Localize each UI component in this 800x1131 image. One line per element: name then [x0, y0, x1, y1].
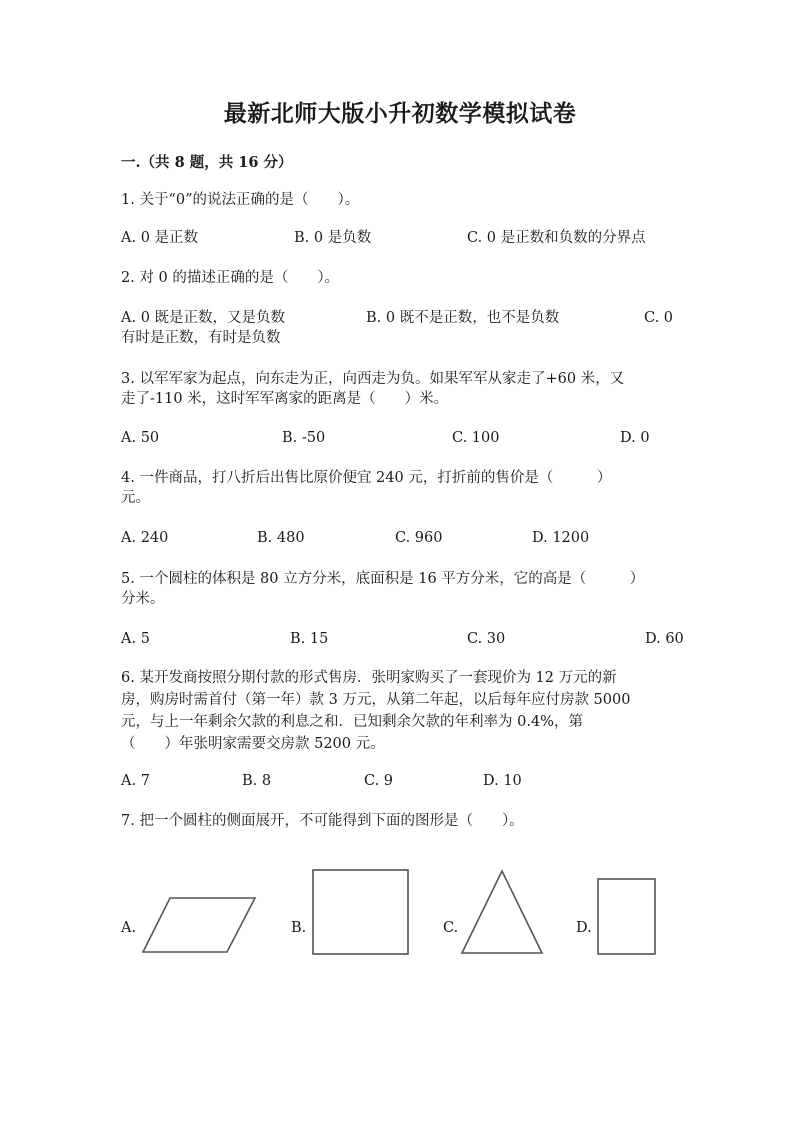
tall-rectangle-outline — [598, 879, 655, 954]
question-5-option-b[interactable]: B. 15 — [290, 631, 329, 647]
question-7-stem: 7. 把一个圆柱的侧面展开，不可能得到下面的图形是（ ）。 — [121, 813, 524, 829]
question-4-option-a[interactable]: A. 240 — [121, 530, 169, 546]
question-6-stem-line-3: 元，与上一年剩余欠款的利息之和．已知剩余欠款的年利率为 0.4%，第 — [121, 714, 583, 730]
question-2-stem: 2. 对 0 的描述正确的是（ ）。 — [121, 270, 340, 286]
question-2-option-c-continued: 有时是正数，有时是负数 — [121, 330, 281, 346]
triangle-outline — [462, 871, 542, 953]
question-7-option-c[interactable]: C. — [443, 920, 459, 936]
question-6-option-c[interactable]: C. 9 — [364, 773, 394, 789]
parallelogram-outline — [143, 898, 255, 952]
question-6-stem-line-2: 房，购房时需首付（第一年）款 3 万元，从第二年起，以后每年应付房款 5000 — [121, 692, 631, 708]
question-3-option-c[interactable]: C. 100 — [452, 430, 500, 446]
question-3-option-d[interactable]: D. 0 — [620, 430, 650, 446]
rectangle-icon[interactable] — [311, 868, 411, 958]
question-4-stem-line-2: 元。 — [121, 490, 150, 506]
question-1-stem: 1. 关于“0”的说法正确的是（ ）。 — [121, 192, 360, 208]
question-5-stem-line-2: 分米。 — [121, 591, 165, 607]
question-7-option-b[interactable]: B. — [291, 920, 307, 936]
parallelogram-icon[interactable] — [140, 896, 260, 956]
question-6-stem-line-4: （ ）年张明家需要交房款 5200 元。 — [121, 736, 385, 752]
question-1-option-c[interactable]: C. 0 是正数和负数的分界点 — [467, 230, 646, 246]
question-3-stem-line-1: 3. 以军军家为起点，向东走为正，向西走为负。如果军军从家走了+60 米，又 — [121, 371, 625, 387]
tall-rectangle-icon[interactable] — [596, 877, 658, 957]
question-7-option-a[interactable]: A. — [121, 920, 137, 936]
question-6-option-a[interactable]: A. 7 — [121, 773, 150, 789]
question-6-option-b[interactable]: B. 8 — [242, 773, 272, 789]
question-7-option-d[interactable]: D. — [576, 920, 592, 936]
question-4-stem-line-1: 4. 一件商品，打八折后出售比原价便宜 240 元，打折前的售价是（ ） — [121, 470, 612, 486]
question-3-option-a[interactable]: A. 50 — [121, 430, 160, 446]
question-2-option-c[interactable]: C. 0 — [644, 310, 674, 326]
rectangle-outline — [313, 870, 408, 954]
question-3-option-b[interactable]: B. -50 — [282, 430, 326, 446]
question-2-option-a[interactable]: A. 0 既是正数，又是负数 — [121, 310, 286, 326]
question-5-option-d[interactable]: D. 60 — [645, 631, 684, 647]
page-title: 最新北师大版小升初数学模拟试卷 — [223, 100, 577, 127]
question-1-option-a[interactable]: A. 0 是正数 — [121, 230, 199, 246]
question-1-option-b[interactable]: B. 0 是负数 — [294, 230, 372, 246]
question-5-option-c[interactable]: C. 30 — [467, 631, 506, 647]
question-4-option-c[interactable]: C. 960 — [395, 530, 443, 546]
question-5-stem-line-1: 5. 一个圆柱的体积是 80 立方分米，底面积是 16 平方分米，它的高是（ ） — [121, 571, 645, 587]
question-5-option-a[interactable]: A. 5 — [121, 631, 150, 647]
question-4-option-b[interactable]: B. 480 — [257, 530, 305, 546]
question-6-stem-line-1: 6. 某开发商按照分期付款的形式售房．张明家购买了一套现价为 12 万元的新 — [121, 670, 617, 686]
question-3-stem-line-2: 走了-110 米，这时军军离家的距离是（ ）米。 — [121, 391, 449, 407]
triangle-icon[interactable] — [459, 868, 549, 958]
section-heading: 一.（共 8 题，共 16 分） — [121, 154, 293, 171]
question-4-option-d[interactable]: D. 1200 — [532, 530, 590, 546]
question-6-option-d[interactable]: D. 10 — [483, 773, 522, 789]
question-2-option-b[interactable]: B. 0 既不是正数，也不是负数 — [366, 310, 560, 326]
